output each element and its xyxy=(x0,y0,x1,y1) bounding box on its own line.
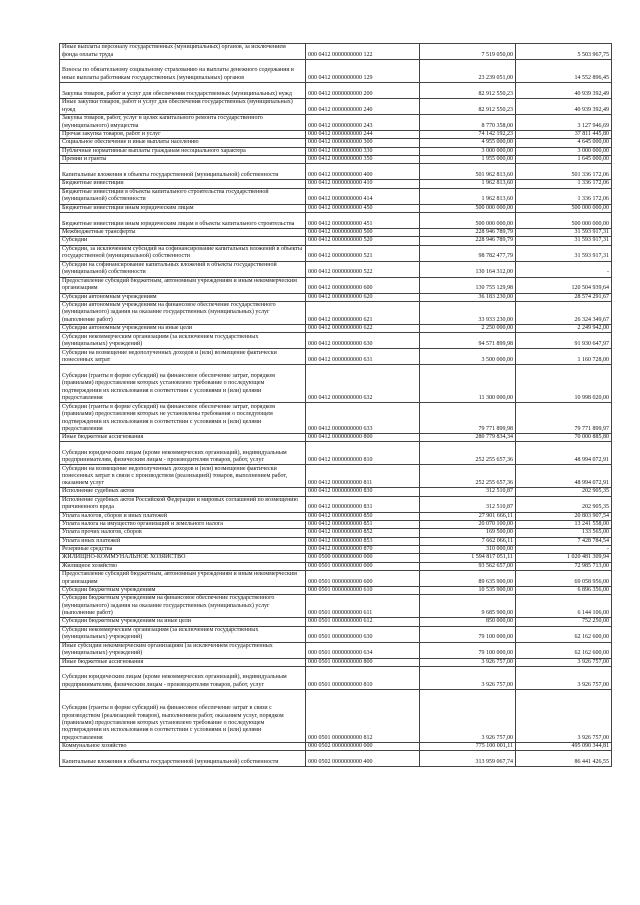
plan-amount: 312 510,87 xyxy=(420,496,516,512)
budget-code: 000 0501 0000000000 630 xyxy=(306,626,420,642)
row-name: Коммунальное хозяйство xyxy=(60,742,306,750)
table-row xyxy=(60,365,612,403)
budget-table-body xyxy=(60,44,612,767)
table-row xyxy=(60,403,612,434)
row-name: Субсидии (гранты в форме субсидий) на финансовое обеспечение затрат, порядком (правилами) предоставления которых не установлены требования о последующем подтверждении их использования в соответствии с условиями и (или) целями предоставления xyxy=(60,403,306,434)
executed-amount: 7 428 784,54 xyxy=(516,537,612,545)
row-name: Субсидии автономным учреждениям на финансовое обеспечение государственного (муниципального) задания на оказание государственных (муниципальных) услуг (выполнение работ) xyxy=(60,301,306,324)
table-row xyxy=(60,131,612,139)
budget-code: 000 0412 0000000000 240 xyxy=(306,99,420,115)
budget-code: 000 0412 0000000000 410 xyxy=(306,180,420,188)
row-name: Субсидии на возмещение недополученных доходов и (или) возмещение фактически понесенных затрат xyxy=(60,349,306,365)
budget-code: 000 0501 0000000000 810 xyxy=(306,666,420,689)
budget-code: 000 0412 0000000000 633 xyxy=(306,403,420,434)
executed-amount: 79 771 899,97 xyxy=(516,403,612,434)
plan-amount: 93 562 657,00 xyxy=(420,562,516,570)
row-name: Жилищное хозяйство xyxy=(60,562,306,570)
executed-amount: 72 985 713,00 xyxy=(516,562,612,570)
executed-amount: 752 250,00 xyxy=(516,618,612,626)
row-name: Межбюджетные трансферты xyxy=(60,228,306,236)
table-row xyxy=(60,164,612,180)
row-name: Уплата налога на имущество организаций и земельного налога xyxy=(60,521,306,529)
row-name: Закупка товаров, работ и услуг для обеспечения государственных (муниципальных) нужд xyxy=(60,83,306,99)
row-name: Капитальные вложения в объекты государственной (муниципальной) собственности xyxy=(60,164,306,180)
executed-amount: 62 162 600,00 xyxy=(516,626,612,642)
plan-amount: 89 635 900,00 xyxy=(420,570,516,586)
executed-amount: 4 645 000,00 xyxy=(516,139,612,147)
executed-amount: 1 336 172,06 xyxy=(516,188,612,204)
executed-amount: 40 939 392,49 xyxy=(516,83,612,99)
plan-amount: 1 962 813,60 xyxy=(420,180,516,188)
plan-amount: 2 250 000,00 xyxy=(420,324,516,332)
budget-code: 000 0412 0000000000 350 xyxy=(306,155,420,163)
executed-amount: 202 905,35 xyxy=(516,496,612,512)
plan-amount: 252 255 657,36 xyxy=(420,465,516,488)
plan-amount: 79 771 899,98 xyxy=(420,403,516,434)
row-name: Исполнение судебных актов Российской Федерации и мировых соглашений по возмещению причиненного вреда xyxy=(60,496,306,512)
executed-amount: 1 336 172,06 xyxy=(516,180,612,188)
row-name: Уплата иных платежей xyxy=(60,537,306,545)
executed-amount: 133 565,00 xyxy=(516,529,612,537)
table-row xyxy=(60,228,612,236)
row-name: Исполнение судебных актов xyxy=(60,488,306,496)
plan-amount: 3 500 000,00 xyxy=(420,349,516,365)
executed-amount: 501 336 172,06 xyxy=(516,164,612,180)
table-row xyxy=(60,618,612,626)
row-name: Иные выплаты персоналу государственных (муниципальных) органов, за исключением фонда оплаты труда xyxy=(60,44,306,60)
table-row xyxy=(60,188,612,204)
executed-amount: - xyxy=(516,261,612,277)
executed-amount: 10 998 020,00 xyxy=(516,365,612,403)
budget-code: 000 0412 0000000000 200 xyxy=(306,83,420,99)
row-name: Иные бюджетные ассигнования xyxy=(60,434,306,442)
row-name: Предоставление субсидий бюджетным, автономным учреждениям и иным некоммерческим организациям xyxy=(60,570,306,586)
executed-amount: 500 000 000,00 xyxy=(516,204,612,212)
budget-code: 000 0501 0000000000 611 xyxy=(306,595,420,618)
table-row xyxy=(60,742,612,750)
table-row xyxy=(60,751,612,767)
budget-code: 000 0501 0000000000 800 xyxy=(306,658,420,666)
row-name: Субсидии автономным учреждениям xyxy=(60,293,306,301)
table-row xyxy=(60,44,612,60)
plan-amount: 280 779 834,34 xyxy=(420,434,516,442)
executed-amount: 500 000 000,00 xyxy=(516,212,612,228)
row-name: Резервные средства xyxy=(60,546,306,554)
row-name: Субсидии, за исключением субсидий на софинансирование капитальных вложений в объекты государственной (муниципальной) собственности xyxy=(60,245,306,261)
executed-amount: 28 574 291,67 xyxy=(516,293,612,301)
budget-code: 000 0412 0000000000 244 xyxy=(306,131,420,139)
plan-amount: 7 519 050,00 xyxy=(420,44,516,60)
plan-amount: 74 142 192,23 xyxy=(420,131,516,139)
table-row xyxy=(60,293,612,301)
plan-amount: 36 183 230,00 xyxy=(420,293,516,301)
budget-code: 000 0412 0000000000 850 xyxy=(306,512,420,520)
executed-amount: 48 994 072,91 xyxy=(516,465,612,488)
plan-amount: 312 510,87 xyxy=(420,488,516,496)
table-row xyxy=(60,212,612,228)
row-name: Субсидии на возмещение недополученных доходов и (или) возмещение фактически понесенных затрат в связи с производством (реализацией) товаров, выполнением работ, оказанием услуг xyxy=(60,465,306,488)
row-name: Субсидии xyxy=(60,237,306,245)
plan-amount: 10 535 900,00 xyxy=(420,586,516,594)
table-row xyxy=(60,139,612,147)
budget-code: 000 0412 0000000000 450 xyxy=(306,204,420,212)
row-name: Субсидии автономным учреждениям на иные цели xyxy=(60,324,306,332)
plan-amount: 228 946 789,79 xyxy=(420,228,516,236)
table-row xyxy=(60,83,612,99)
executed-amount: 70 000 885,80 xyxy=(516,434,612,442)
executed-amount: 5 503 967,75 xyxy=(516,44,612,60)
budget-code: 000 0412 0000000000 870 xyxy=(306,546,420,554)
row-name: Уплата прочих налогов, сборов xyxy=(60,529,306,537)
table-row xyxy=(60,586,612,594)
row-name: Субсидии юридическим лицам (кроме некоммерческих организаций), индивидуальным предпринимателям, физическим лицам - производителям товаров, работ, услуг xyxy=(60,666,306,689)
row-name: Прочая закупка товаров, работ и услуг xyxy=(60,131,306,139)
table-row xyxy=(60,147,612,155)
table-row xyxy=(60,180,612,188)
table-row xyxy=(60,115,612,131)
table-row xyxy=(60,537,612,545)
plan-amount: 7 662 066,11 xyxy=(420,537,516,545)
plan-amount: 500 000 000,00 xyxy=(420,212,516,228)
plan-amount: 3 000 000,00 xyxy=(420,147,516,155)
plan-amount: 501 962 813,60 xyxy=(420,164,516,180)
row-name: Бюджетные инвестиции xyxy=(60,180,306,188)
plan-amount: 1 594 817 051,11 xyxy=(420,554,516,562)
executed-amount: 3 926 757,00 xyxy=(516,658,612,666)
plan-amount: 1 955 000,00 xyxy=(420,155,516,163)
budget-code: 000 0501 0000000000 610 xyxy=(306,586,420,594)
executed-amount: 495 090 344,81 xyxy=(516,742,612,750)
table-row xyxy=(60,434,612,442)
plan-amount: 82 912 550,23 xyxy=(420,83,516,99)
budget-code: 000 0412 0000000000 632 xyxy=(306,365,420,403)
plan-amount: 775 100 001,11 xyxy=(420,742,516,750)
table-row xyxy=(60,512,612,520)
row-name: Субсидии юридическим лицам (кроме некоммерческих организаций), индивидуальным предпринимателям, физическим лицам - производителям товаров, работ, услуг xyxy=(60,442,306,465)
plan-amount: 310 000,00 xyxy=(420,546,516,554)
plan-amount: 27 901 666,11 xyxy=(420,512,516,520)
budget-code: 000 0501 0000000000 000 xyxy=(306,562,420,570)
table-row xyxy=(60,562,612,570)
plan-amount: 8 770 358,00 xyxy=(420,115,516,131)
row-name: Публичные нормативные выплаты гражданам несоциального характера xyxy=(60,147,306,155)
budget-code: 000 0501 0000000000 600 xyxy=(306,570,420,586)
table-row xyxy=(60,204,612,212)
executed-amount: 31 593 917,31 xyxy=(516,228,612,236)
table-row xyxy=(60,349,612,365)
budget-code: 000 0501 0000000000 612 xyxy=(306,618,420,626)
budget-code: 000 0412 0000000000 122 xyxy=(306,44,420,60)
row-name: Субсидии некоммерческим организациям (за исключением государственных (муниципальных) учреждений) xyxy=(60,333,306,349)
table-row xyxy=(60,546,612,554)
row-name: Субсидии (гранты в форме субсидий) на финансовое обеспечение затрат, порядком (правилами) предоставления которых установлено требование о последующем подтверждении их использования в соответствии с условиями и (или) целями предоставления xyxy=(60,365,306,403)
budget-code: 000 0412 0000000000 414 xyxy=(306,188,420,204)
executed-amount: 14 552 896,45 xyxy=(516,60,612,83)
table-row xyxy=(60,658,612,666)
row-name: Бюджетные инвестиции иным юридическим лицам в объекты капитального строительства xyxy=(60,212,306,228)
row-name: Иные бюджетные ассигнования xyxy=(60,658,306,666)
budget-code: 000 0412 0000000000 522 xyxy=(306,261,420,277)
table-row xyxy=(60,301,612,324)
table-row xyxy=(60,261,612,277)
executed-amount: 3 926 757,00 xyxy=(516,689,612,742)
plan-amount: 169 500,00 xyxy=(420,529,516,537)
plan-amount: 79 100 000,00 xyxy=(420,642,516,658)
row-name: Премии и гранты xyxy=(60,155,306,163)
table-row xyxy=(60,245,612,261)
executed-amount: 3 127 946,69 xyxy=(516,115,612,131)
budget-code: 000 0412 0000000000 630 xyxy=(306,333,420,349)
table-row xyxy=(60,277,612,293)
executed-amount: 13 241 558,00 xyxy=(516,521,612,529)
budget-code: 000 0501 0000000000 634 xyxy=(306,642,420,658)
executed-amount: 1 645 000,00 xyxy=(516,155,612,163)
plan-amount: 130 755 129,98 xyxy=(420,277,516,293)
table-row xyxy=(60,333,612,349)
budget-code: 000 0412 0000000000 631 xyxy=(306,349,420,365)
budget-code: 000 0412 0000000000 830 xyxy=(306,488,420,496)
plan-amount: 228 946 789,79 xyxy=(420,237,516,245)
row-name: Субсидии некоммерческим организациям (за исключением государственных (муниципальных) учреждений) xyxy=(60,626,306,642)
plan-amount: 500 000 000,00 xyxy=(420,204,516,212)
executed-amount: 91 930 647,97 xyxy=(516,333,612,349)
budget-code: 000 0412 0000000000 800 xyxy=(306,434,420,442)
plan-amount: 1 962 813,60 xyxy=(420,188,516,204)
budget-code: 000 0412 0000000000 500 xyxy=(306,228,420,236)
budget-code: 000 0502 0000000000 400 xyxy=(306,751,420,767)
budget-execution-table xyxy=(59,43,612,767)
row-name: ЖИЛИЩНО-КОММУНАЛЬНОЕ ХОЗЯЙСТВО xyxy=(60,554,306,562)
budget-code: 000 0412 0000000000 521 xyxy=(306,245,420,261)
budget-code: 000 0412 0000000000 851 xyxy=(306,521,420,529)
row-name: Субсидии бюджетным учреждениям xyxy=(60,586,306,594)
budget-code: 000 0502 0000000000 000 xyxy=(306,742,420,750)
executed-amount: 26 324 349,67 xyxy=(516,301,612,324)
budget-code: 000 0412 0000000000 810 xyxy=(306,442,420,465)
table-row xyxy=(60,689,612,742)
plan-amount: 3 926 757,00 xyxy=(420,666,516,689)
table-row xyxy=(60,237,612,245)
plan-amount: 3 926 757,00 xyxy=(420,689,516,742)
budget-code: 000 0412 0000000000 129 xyxy=(306,60,420,83)
executed-amount: 1 160 728,00 xyxy=(516,349,612,365)
executed-amount: 120 504 939,64 xyxy=(516,277,612,293)
row-name: Бюджетные инвестиции иным юридическим лицам xyxy=(60,204,306,212)
plan-amount: 82 912 550,23 xyxy=(420,99,516,115)
table-row xyxy=(60,155,612,163)
plan-amount: 20 070 100,00 xyxy=(420,521,516,529)
budget-code: 000 0412 0000000000 853 xyxy=(306,537,420,545)
budget-code: 000 0412 0000000000 831 xyxy=(306,496,420,512)
plan-amount: 252 255 657,36 xyxy=(420,442,516,465)
row-name: Субсидии (гранты в форме субсидий) на финансовое обеспечение затрат в связи с производством (реализацией товаров), выполнением работ, оказанием услуг, порядком (правилами) предоставления которых установлено требование о последующем подтверждении их использования в соответствии с условиями и (или) целями предоставления xyxy=(60,689,306,742)
table-row xyxy=(60,521,612,529)
budget-report-sheet xyxy=(59,43,611,767)
executed-amount: 31 593 917,31 xyxy=(516,245,612,261)
budget-code: 000 0412 0000000000 600 xyxy=(306,277,420,293)
table-row xyxy=(60,442,612,465)
table-row xyxy=(60,595,612,618)
executed-amount: 3 926 757,00 xyxy=(516,666,612,689)
executed-amount: 31 593 917,31 xyxy=(516,237,612,245)
budget-code: 000 0412 0000000000 621 xyxy=(306,301,420,324)
plan-amount: 3 926 757,00 xyxy=(420,658,516,666)
executed-amount: 40 939 392,49 xyxy=(516,99,612,115)
row-name: Капитальные вложения в объекты государственной (муниципальной) собственности xyxy=(60,751,306,767)
executed-amount: 202 905,35 xyxy=(516,488,612,496)
budget-code: 000 0412 0000000000 520 xyxy=(306,237,420,245)
row-name: Предоставление субсидий бюджетным, автономным учреждениям и иным некоммерческим организациям xyxy=(60,277,306,293)
budget-code: 000 0412 0000000000 811 xyxy=(306,465,420,488)
table-row xyxy=(60,554,612,562)
executed-amount: 86 441 426,55 xyxy=(516,751,612,767)
executed-amount: 1 020 481 309,94 xyxy=(516,554,612,562)
executed-amount: 6 144 106,00 xyxy=(516,595,612,618)
table-row xyxy=(60,570,612,586)
budget-code: 000 0412 0000000000 300 xyxy=(306,139,420,147)
table-row xyxy=(60,529,612,537)
plan-amount: 11 300 000,00 xyxy=(420,365,516,403)
budget-code: 000 0412 0000000000 852 xyxy=(306,529,420,537)
executed-amount: 69 058 956,00 xyxy=(516,570,612,586)
plan-amount: 23 239 051,00 xyxy=(420,60,516,83)
budget-code: 000 0412 0000000000 243 xyxy=(306,115,420,131)
executed-amount: 48 994 072,91 xyxy=(516,442,612,465)
executed-amount: - xyxy=(516,546,612,554)
executed-amount: 37 811 445,80 xyxy=(516,131,612,139)
plan-amount: 130 164 312,00 xyxy=(420,261,516,277)
table-row xyxy=(60,626,612,642)
budget-code: 000 0412 0000000000 622 xyxy=(306,324,420,332)
plan-amount: 850 000,00 xyxy=(420,618,516,626)
executed-amount: 20 803 907,54 xyxy=(516,512,612,520)
row-name: Субсидии бюджетным учреждениям на иные цели xyxy=(60,618,306,626)
budget-code: 000 0412 0000000000 330 xyxy=(306,147,420,155)
table-row xyxy=(60,465,612,488)
executed-amount: 6 896 356,00 xyxy=(516,586,612,594)
row-name: Социальное обеспечение и иные выплаты населению xyxy=(60,139,306,147)
budget-code: 000 0412 0000000000 400 xyxy=(306,164,420,180)
row-name: Субсидии на софинансирование капитальных вложений в объекты государственной (муниципальной) собственности xyxy=(60,261,306,277)
plan-amount: 98 782 477,79 xyxy=(420,245,516,261)
table-row xyxy=(60,324,612,332)
budget-code: 000 0412 0000000000 451 xyxy=(306,212,420,228)
budget-code: 000 0412 0000000000 620 xyxy=(306,293,420,301)
budget-code: 000 0501 0000000000 812 xyxy=(306,689,420,742)
row-name: Иные закупки товаров, работ и услуг для обеспечения государственных (муниципальных) нужд xyxy=(60,99,306,115)
row-name: Закупка товаров, работ, услуг в целях капитального ремонта государственного (муниципального) имущества xyxy=(60,115,306,131)
budget-code: 000 0500 0000000000 000 xyxy=(306,554,420,562)
executed-amount: 3 000 000,00 xyxy=(516,147,612,155)
row-name: Взносы по обязательному социальному страхованию на выплаты денежного содержания и иные выплаты работникам государственных (муниципальных) органов xyxy=(60,60,306,83)
plan-amount: 79 100 000,00 xyxy=(420,626,516,642)
row-name: Уплата налогов, сборов и иных платежей xyxy=(60,512,306,520)
table-row xyxy=(60,99,612,115)
plan-amount: 94 571 899,98 xyxy=(420,333,516,349)
table-row xyxy=(60,496,612,512)
executed-amount: 62 162 600,00 xyxy=(516,642,612,658)
plan-amount: 4 955 000,00 xyxy=(420,139,516,147)
row-name: Субсидии бюджетным учреждениям на финансовое обеспечение государственного (муниципального) задания на оказание государственных (муниципальных) услуг (выполнение работ) xyxy=(60,595,306,618)
plan-amount: 33 933 230,00 xyxy=(420,301,516,324)
executed-amount: 2 249 942,00 xyxy=(516,324,612,332)
plan-amount: 9 685 900,00 xyxy=(420,595,516,618)
table-row xyxy=(60,488,612,496)
table-row xyxy=(60,642,612,658)
row-name: Иные субсидии некоммерческим организациям (за исключением государственных (муниципальных) учреждений) xyxy=(60,642,306,658)
row-name: Бюджетные инвестиции в объекты капитального строительства государственной (муниципальной) собственности xyxy=(60,188,306,204)
table-row xyxy=(60,666,612,689)
plan-amount: 313 959 067,74 xyxy=(420,751,516,767)
table-row xyxy=(60,60,612,83)
